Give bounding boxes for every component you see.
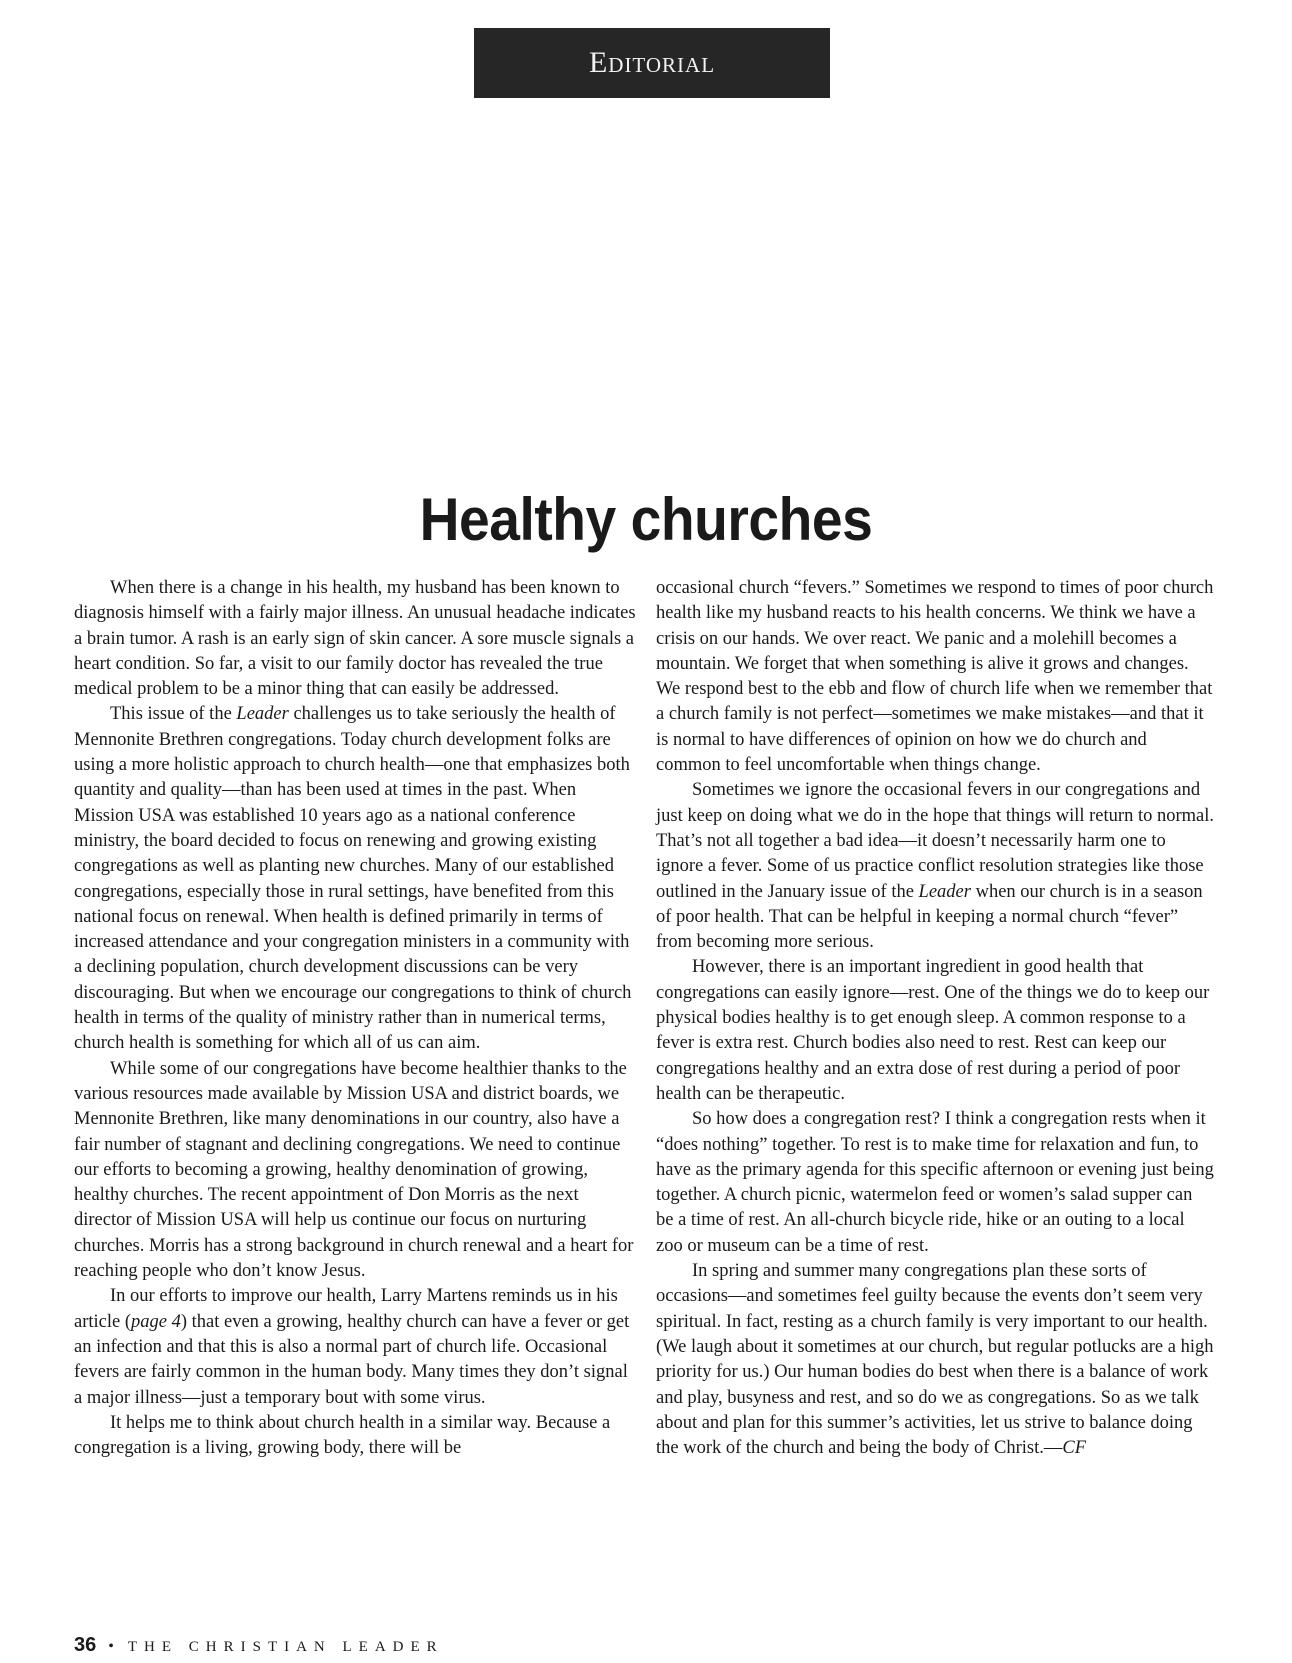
magazine-name: THE CHRISTIAN LEADER [127,1639,444,1655]
author-initials: CF [1062,1438,1087,1459]
paragraph: This issue of the Leader challenges us to take seriously the health of Mennonite Brethren congregations. Today church development folks are using a more holistic approach to church health—one that emphasizes both quantity and quality—than has been used at times in the past. When Mission USA was established 10 years ago as a national conference ministry, the board decided to focus on renewing and growing existing congregations as well as planting new churches. Many of our established congregations, especially those in rural settings, have benefited from this national focus on renewal. When health is defined primarily in terms of increased attendance and your congregation ministers in a community with a declining population, church development discussions can be very discouraging. But when we encourage our congregations to think of church health in terms of the quality of ministry rather than in numerical terms, church health is something for which all of us can aim. [74,704,632,1054]
paragraph: It helps me to think about church health in a similar way. Because a congregation is a living, growing body, there will be [74,1412,611,1459]
paragraph: While some of our congregations have become healthier thanks to the various resources made available by Mission USA and district boards, we Mennonite Brethren, like many denominations in our country, also have a fair number of stagnant and declining congregations. We need to continue our efforts to becoming a growing, healthy denomination of growing, healthy churches. The recent appointment of Don Morris as the next director of Mission USA will help us continue our focus on nurturing churches. Morris has a strong background in church renewal and a heart for reaching people who don’t know Jesus. [74,1058,634,1282]
paragraph: In spring and summer many congregations plan these sorts of occasions—and sometimes feel guilty because the events don’t seem very spiritual. In fact, resting as a church family is very important to our health. (We laugh about it sometimes at our church, but regular potlucks are a high priority for us.) Our human bodies do best when there is a balance of work and play, busyness and rest, and so do we as congregations. So as we talk about and plan for this summer’s activities, let us strive to balance doing the work of the church and being the body of Christ.—CF [656,1261,1214,1459]
paragraph: So how does a congregation rest? I think a congregation rests when it “does nothing” together. To rest is to make time for relaxation and fun, to have as the primary agenda for this specific afternoon or evening just being together. A church picnic, watermelon feed or women’s salad supper can be a time of rest. An all-church bicycle ride, hike or an outing to a local zoo or museum can be a time of rest. [656,1109,1214,1256]
paragraph: However, there is an important ingredient in good health that congregations can easily ignore—rest. One of the things we do to keep our physical bodies healthy is to get enough sleep. A common response to a fever is extra rest. Church bodies also need to rest. Rest can keep our congregations healthy and an extra dose of rest during a period of poor health can be therapeutic. [656,957,1210,1104]
left-column [74,576,636,1461]
paragraph: In our efforts to improve our health, Larry Martens reminds us in his article (page 4) that even a growing, healthy church can have a fever or get an infection and that this is also a normal part of church life. Occasional fevers are fairly common in the human body. Many times they don’t signal a major illness—just a temporary bout with some virus. [74,1286,630,1408]
page-number: 36 [74,1634,97,1656]
paragraph: occasional church “fevers.” Sometimes we respond to times of poor church health like my husband reacts to his health concerns. We think we have a crisis on our hands. We over react. We panic and a molehill becomes a mountain. We forget that when something is alive it grows and changes. We respond best to the ebb and flow of church life when we remember that a church family is not perfect—sometimes we make mistakes—and that it is normal to have differences of opinion on how we do church and common to feel uncomfortable when things change. [656,578,1214,776]
right-column [656,576,1214,1461]
publication-title: Leader [236,704,289,725]
paragraph: Sometimes we ignore the occasional fevers in our congregations and just keep on doing what we do in the hope that things will return to normal. That’s not all together a bad idea—it doesn’t necessarily harm one to ignore a fever. Some of us practice conflict resolution strategies like those outlined in the January issue of the Leader when our church is in a season of poor health. That can be helpful in keeping a normal church “fever” from becoming more serious. [656,780,1214,953]
page-reference: page 4 [131,1311,181,1332]
publication-title: Leader [918,881,971,902]
page-footer [74,1634,444,1658]
article-headline: Healthy churches [419,486,873,553]
bullet-separator: • [108,1638,114,1655]
paragraph: When there is a change in his health, my husband has been known to diagnosis himself with a fairly major illness. An unusual headache indicates a brain tumor. A rash is an early sign of skin cancer. A sore muscle signals a heart condition. So far, a visit to our family doctor has revealed the true medical problem to be a minor thing that can easily be addressed. [74,578,636,700]
section-banner [474,28,830,98]
section-label: Editorial [588,46,716,79]
